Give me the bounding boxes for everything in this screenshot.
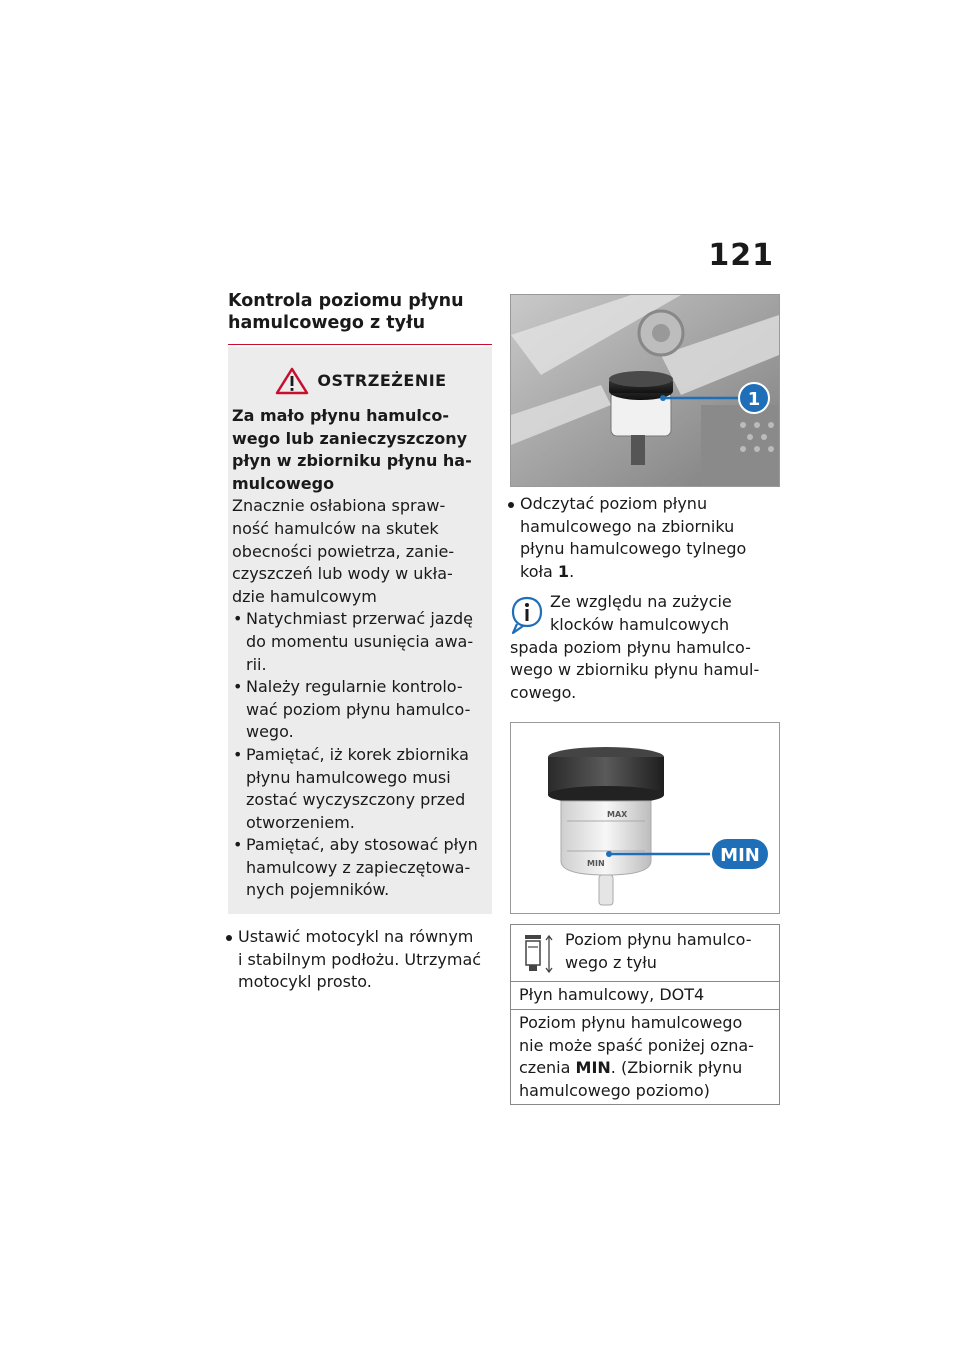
spec-line: hamulcowego poziomo) (519, 1080, 710, 1100)
section-heading (228, 290, 492, 345)
warning-box (228, 347, 492, 914)
step-text: . (569, 561, 575, 581)
spec-line: Poziom płynu hamulcowego (519, 1012, 743, 1032)
step-line: płynu hamulcowego tylnego (520, 539, 747, 559)
info-line: wego w zbiorniku płynu hamul- (510, 660, 760, 680)
list-line: nych pojemników. (246, 880, 390, 900)
spec-row-fluid-type: Płyn hamulcowy, DOT4 (511, 981, 779, 1009)
warning-list-item (232, 676, 486, 744)
step-line: motocykl prosto. (238, 972, 372, 992)
list-line: otworzeniem. (246, 812, 355, 832)
step-line: Ustawić motocykl na równym (238, 927, 474, 947)
warning-text-line: obecności powietrza, zanie- (232, 541, 455, 561)
step-level-motorcycle (228, 926, 492, 994)
spec-min-mark: MIN (575, 1058, 611, 1078)
warning-title: OSTRZEŻENIE (317, 370, 447, 390)
min-mark-label: MIN (587, 859, 605, 869)
spec-title-line: wego z tyłu (565, 952, 657, 972)
spec-line: nie może spaść poniżej ozna- (519, 1035, 754, 1055)
warning-text-line: czyszczeń lub wody w ukła- (232, 564, 453, 584)
reservoir-min-photo (510, 722, 780, 914)
list-line: • Pamiętać, iż korek zbiornika (246, 744, 469, 764)
info-line: cowego. (510, 682, 577, 702)
list-line: • Natychmiast przerwać jazdę (246, 609, 473, 629)
list-line: zostać wyczyszczony przed (246, 790, 466, 810)
spec-title (565, 929, 751, 974)
info-note (510, 591, 780, 704)
list-line: • Należy regularnie kontrolo- (246, 677, 463, 697)
step-line: i stabilnym podłożu. Utrzymać (238, 949, 482, 969)
list-line: wać poziom płynu hamulco- (246, 699, 471, 719)
warning-text-line: Znacznie osłabiona spraw- (232, 496, 446, 516)
heading-line-1: Kontrola poziomu płynu (228, 291, 464, 311)
step-bullet (508, 502, 514, 508)
warning-description (232, 495, 486, 608)
step-line: hamulcowego na zbiorniku (520, 516, 735, 536)
step-text: koła (520, 561, 558, 581)
warning-header (232, 367, 486, 395)
warning-bold-line: płyn w zbiorniku płynu ha- (232, 451, 472, 471)
spec-table (510, 924, 780, 1105)
spec-title-line: Poziom płynu hamulco- (565, 930, 752, 950)
spec-line (519, 1057, 771, 1080)
spec-text: czenia (519, 1058, 576, 1078)
step-bullet (226, 935, 232, 941)
info-line: spada poziom płynu hamulco- (510, 637, 751, 657)
reservoir-location-photo (510, 294, 780, 487)
heading-line-2: hamulcowego z tyłu (228, 313, 426, 333)
spec-row-min-level (511, 1009, 779, 1104)
fluid-level-icon (519, 931, 555, 975)
warning-list-item (232, 834, 486, 902)
list-line: wego. (246, 722, 294, 742)
spec-header (511, 925, 779, 981)
list-line: • Pamiętać, aby stosować płyn (246, 835, 478, 855)
warning-triangle-icon (275, 367, 309, 395)
warning-bold-line: wego lub zanieczyszczony (232, 428, 468, 448)
step-ref-number: 1 (557, 561, 570, 581)
warning-list (232, 608, 486, 902)
step-read-level (510, 493, 780, 583)
info-line: klocków hamulcowych (550, 614, 730, 634)
warning-list-item (232, 744, 486, 834)
step-line: Odczytać poziom płynu (520, 494, 708, 513)
right-column (510, 294, 780, 1105)
list-line: do momentu usunięcia awa- (246, 631, 474, 651)
warning-text-line: ność hamulców na skutek (232, 518, 439, 538)
info-icon (510, 595, 544, 635)
page-number: 121 (708, 238, 774, 273)
list-line: płynu hamulcowego musi (246, 767, 451, 787)
photo-callout-min: MIN (720, 845, 760, 867)
max-mark-label: MAX (607, 810, 628, 820)
photo-callout-1: 1 (747, 389, 761, 410)
warning-text-line: dzie hamulcowym (232, 586, 377, 606)
list-line: hamulcowy z zapieczętowa- (246, 857, 471, 877)
warning-list-item (232, 608, 486, 676)
info-line: Ze względu na zużycie (550, 592, 732, 612)
warning-bold-line: mulcowego (232, 473, 335, 493)
spec-text: . (Zbiornik płynu (610, 1058, 743, 1078)
left-column (228, 290, 492, 994)
list-line: rii. (246, 654, 267, 674)
warning-bold-text (232, 405, 486, 495)
warning-bold-line: Za mało płynu hamulco- (232, 406, 449, 425)
step-line (520, 561, 780, 584)
